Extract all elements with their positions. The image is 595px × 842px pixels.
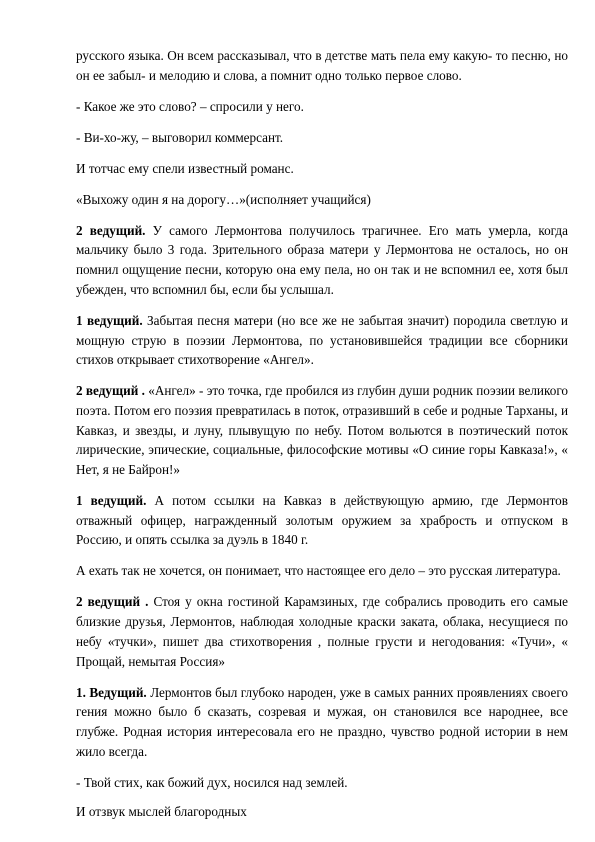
paragraph-text: Стоя у окна гостиной Карамзиных, где собрались проводить его самые близкие друзья, Лермонтов, наблюдая холодные краски заката, облака, несущиеся по небу «тучки», пишет два стихотворения , полные грусти и негодования: «Тучи», « Прощай, немытая Россия» xyxy=(76,594,568,669)
paragraph-answer xyxy=(76,128,568,148)
paragraph-verse-line-1 xyxy=(76,773,568,793)
paragraph-lead: 1. Ведущий. xyxy=(76,684,147,700)
paragraph-romance xyxy=(76,159,568,179)
paragraph-question xyxy=(76,97,568,117)
paragraph-literature xyxy=(76,561,568,581)
paragraph-lead: 2 ведущий . xyxy=(76,383,145,399)
paragraph-host2-karamzins xyxy=(76,592,568,671)
paragraph-host1-angel xyxy=(76,311,568,370)
paragraph-text: У самого Лермонтова получилось трагичнее. Его мать умерла, когда мальчику было 3 года. Зрительного образа матери у Лермонтова не осталось, но он помнил ощущение песни, которую она ему пела, но он так и не вспомнил ее, хотя был убежден, что вспомнил бы, если бы услышал. xyxy=(76,222,568,297)
paragraph-text: «Выхожу один я на дорогу…»(исполняет учащийся) xyxy=(76,191,371,207)
paragraph-host1-caucasus xyxy=(76,491,568,550)
paragraph-lead: 2 ведущий. xyxy=(76,222,146,238)
paragraph-intro xyxy=(76,46,568,85)
paragraph-verse-line-2 xyxy=(76,802,568,822)
paragraph-text: «Ангел» - это точка, где пробился из глубин души родник поэзии великого поэта. Потом его поэзия превратилась в поток, отразивший в себе и родные Тарханы, и Кавказ, и звезды, и луну, плывущую по небу. Потом вольются в поэтический поток лирические, эпические, социальные, философские мотивы «О синие горы Кавказа!», « Нет, я не Байрон!» xyxy=(76,383,568,478)
paragraph-text: И тотчас ему спели известный романс. xyxy=(76,160,294,176)
paragraph-text: Лермонтов был глубоко народен, уже в самых ранних проявлениях своего гения можно было б сказать, созревая и мужая, он становился все народнее, все глубже. Родная история интересовала его не праздно, чувство родной истории в нем жило всегда. xyxy=(76,684,568,759)
paragraph-text: - Ви-хо-жу, – выговорил коммерсант. xyxy=(76,129,284,145)
paragraph-text: - Какое же это слово? – спросили у него. xyxy=(76,98,304,114)
paragraph-lead: 2 ведущий . xyxy=(76,594,149,610)
document-page xyxy=(76,46,568,833)
paragraph-host2-poetry xyxy=(76,381,568,480)
paragraph-lead: 1 ведущий. xyxy=(76,493,147,509)
paragraph-text: И отзвук мыслей благородных xyxy=(76,804,247,820)
paragraph-text: А ехать так не хочется, он понимает, что настоящее его дело – это русская литература. xyxy=(76,563,561,579)
paragraph-text: русского языка. Он всем рассказывал, что в детстве мать пела ему какую- то песню, но он ее забыл- и мелодию и слова, а помнит одно только первое слово. xyxy=(76,48,568,83)
paragraph-song-title xyxy=(76,190,568,210)
paragraph-text: А потом ссылки на Кавказ в действующую армию, где Лермонтов отважный офицер, награжденный золотым оружием за храбрость и отпуском в Россию, и опять ссылка за дуэль в 1840 г. xyxy=(76,493,568,548)
paragraph-lead: 1 ведущий. xyxy=(76,312,143,328)
paragraph-text: - Твой стих, как божий дух, носился над землей. xyxy=(76,774,348,790)
paragraph-host1-people xyxy=(76,683,568,762)
paragraph-host2-mother xyxy=(76,221,568,300)
paragraph-text: Забытая песня матери (но все же не забытая значит) породила светлую и мощную струю в поэзии Лермонтова, по установившейся традиции все сборники стихов открывает стихотворение «Ангел». xyxy=(76,312,568,368)
